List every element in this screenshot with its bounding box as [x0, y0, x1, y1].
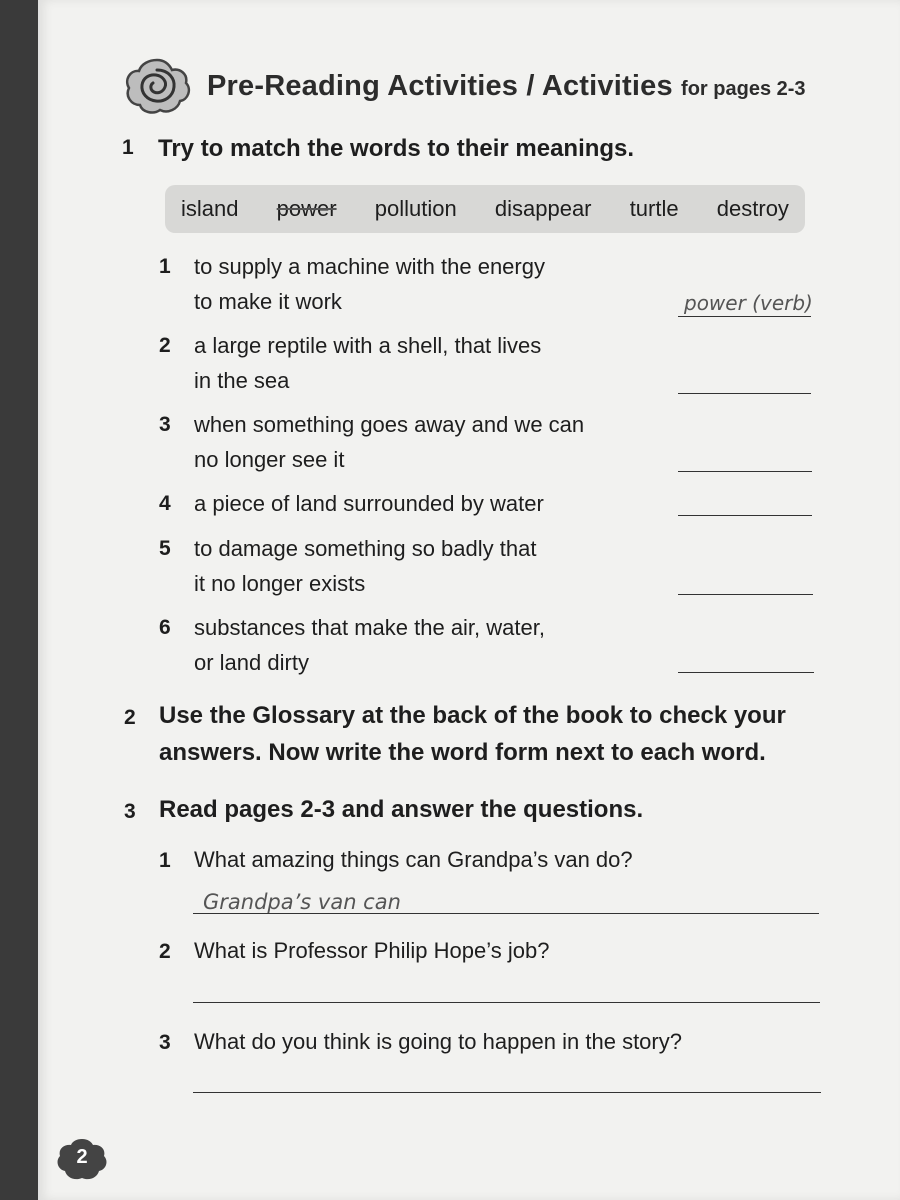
section-2-instruction: Use the Glossary at the back of the book to check your answers. Now write the word form next to each word.: [159, 702, 786, 766]
answer-line[interactable]: [678, 594, 813, 595]
answer-line[interactable]: [193, 913, 819, 914]
word-bank-item: pollution: [374, 196, 457, 221]
section-2-number: 2: [124, 706, 136, 729]
question-text: What do you think is going to happen in the story?: [194, 1029, 682, 1054]
item-number: 1: [159, 255, 171, 278]
item-number: 5: [159, 537, 171, 560]
handwritten-answer: Grandpa’s van can: [203, 890, 401, 914]
item-definition: to damage something so badly that it no longer exists: [194, 536, 537, 596]
word-bank-item: island: [181, 196, 239, 221]
heading-title: Pre-Reading Activities / Activities: [207, 70, 673, 102]
section-1-number: 1: [122, 136, 134, 159]
item-definition: a piece of land surrounded by water: [194, 491, 544, 516]
answer-line[interactable]: [678, 471, 812, 472]
word-bank-item: destroy: [716, 196, 789, 221]
section-3-number: 3: [124, 800, 136, 823]
question-text: What is Professor Philip Hope’s job?: [194, 938, 550, 963]
word-bank-item-crossed: power: [276, 196, 337, 221]
item-number: 4: [159, 492, 171, 515]
item-number: 6: [159, 616, 171, 639]
swirl-flower-icon: [122, 56, 192, 118]
page-heading: [207, 70, 806, 103]
item-number: 3: [159, 413, 171, 436]
item-definition: a large reptile with a shell, that lives in the sea: [194, 333, 542, 393]
item-definition: substances that make the air, water, or land dirty: [194, 615, 545, 675]
answer-line[interactable]: [678, 316, 811, 317]
answer-line[interactable]: [678, 393, 811, 394]
word-bank: [165, 185, 805, 233]
handwritten-answer: power (verb): [684, 291, 813, 315]
answer-line[interactable]: [193, 1092, 821, 1093]
answer-line[interactable]: [193, 1002, 820, 1003]
item-definition: when something goes away and we can no longer see it: [194, 412, 585, 472]
answer-line[interactable]: [678, 672, 814, 673]
answer-line[interactable]: [678, 515, 812, 516]
heading-subtitle: for pages 2-3: [681, 78, 806, 100]
question-number: 2: [159, 940, 171, 963]
section-3-instruction: Read pages 2-3 and answer the questions.: [159, 796, 644, 823]
word-bank-item: turtle: [629, 196, 679, 221]
question-number: 3: [159, 1031, 171, 1054]
question-number: 1: [159, 849, 171, 872]
item-definition: to supply a machine with the energy to make it work: [194, 254, 545, 314]
section-1-instruction: Try to match the words to their meanings.: [158, 135, 635, 162]
item-number: 2: [159, 334, 171, 357]
word-bank-item: disappear: [494, 196, 592, 221]
question-text: What amazing things can Grandpa’s van do?: [194, 847, 633, 872]
page-number: 2: [76, 1146, 88, 1168]
